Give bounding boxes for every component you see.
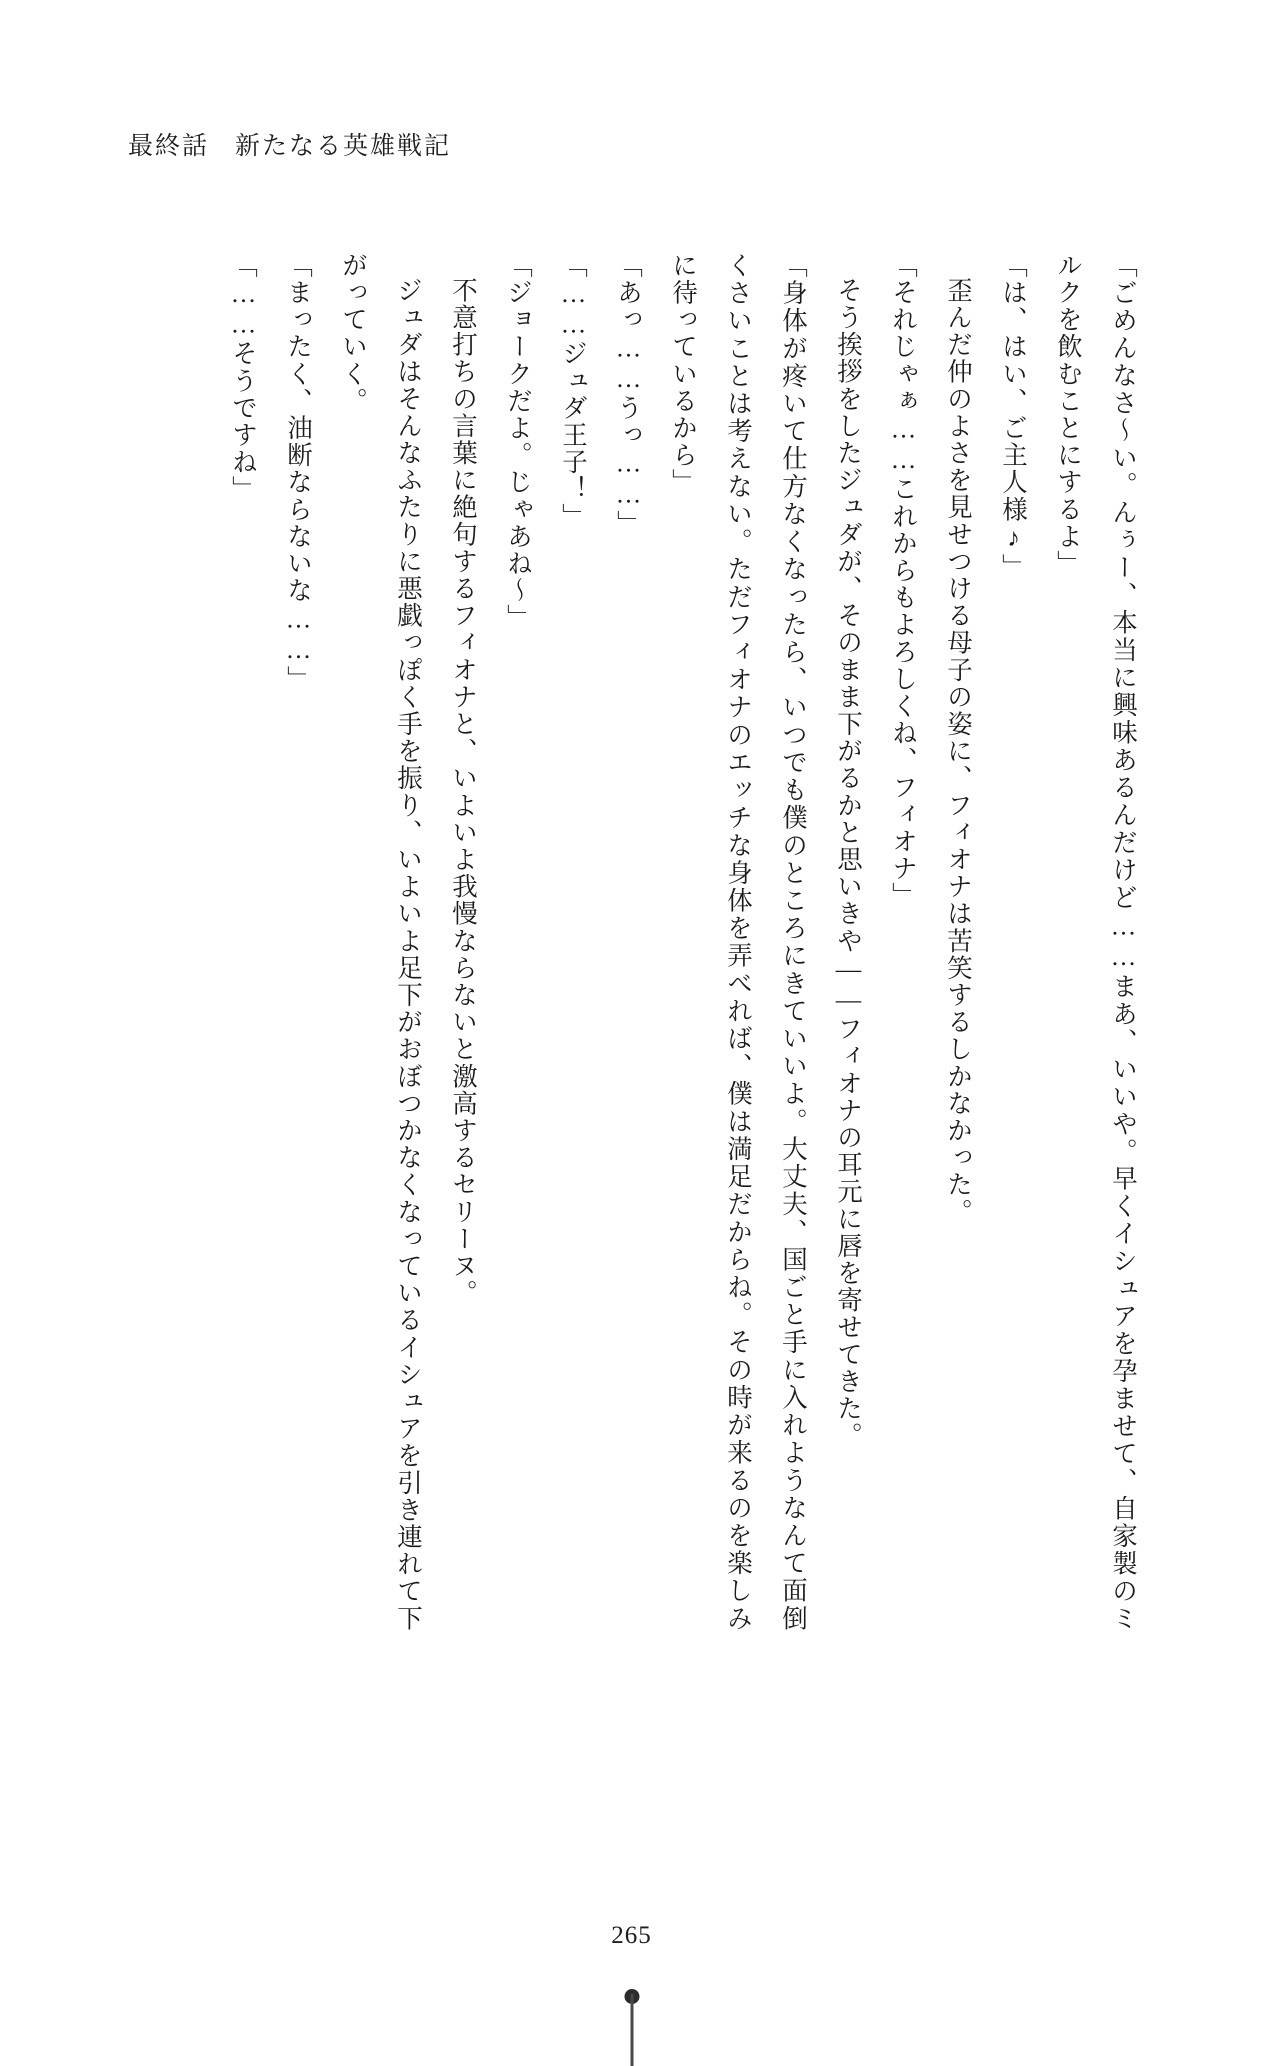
- paragraph: 「ジョークだよ。じゃあね～」: [504, 252, 533, 632]
- paragraph: 「それじゃぁ……これからもよろしくね、フィオナ」: [889, 252, 918, 910]
- paragraph: 「あっ……うっ……」: [614, 252, 643, 537]
- paragraph: ジュダはそんなふたりに悪戯っぽく手を振り、いよいよ足下がおぼつかなくなっているイシュアを引き連れて下がっていく。: [339, 252, 423, 1632]
- text-column: [111, 252, 1151, 1632]
- paragraph: そう挨拶をしたジュダが、そのまま下がるかと思いきや――フィオナの耳元に唇を寄せてきた。: [834, 277, 863, 1450]
- paragraph: 「身体が疼いて仕方なくなったら、いつでも僕のところにきていいよ。大丈夫、国ごと手に入れようなんて面倒くさいことは考えない。ただフィオナのエッチな身体を弄べれば、僕は満足だからね。その時が来るのを楽しみに待っているから」: [669, 252, 808, 1632]
- body-text: [111, 252, 1151, 1632]
- paragraph: 歪んだ仲のよさを見せつける母子の姿に、フィオナは苦笑するしかなかった。: [944, 277, 973, 1226]
- chapter-number: 最終話: [128, 133, 210, 160]
- paragraph: 「……ジュダ王子！」: [559, 252, 588, 530]
- paragraph: 不意打ちの言葉に絶句するフィオナと、いよいよ我慢ならないと激高するセリーヌ。: [449, 277, 478, 1307]
- page-number: 265: [611, 1922, 652, 1949]
- paragraph: 「……そうですね」: [229, 252, 258, 503]
- chapter-title: 新たなる英雄戦記: [235, 133, 452, 160]
- paragraph: 「ごめんなさ～い。んぅー、本当に興味あるんだけど……まあ、いいや。早くイシュアを孕ませて、自家製のミルクを飲むことにするよ」: [1054, 252, 1138, 1632]
- paragraph: 「は、はい、ご主人様♪」: [999, 252, 1028, 581]
- spine-line-decoration: [630, 1994, 633, 2066]
- chapter-header: [128, 126, 451, 162]
- paragraph: 「まったく、油断ならないな……」: [284, 252, 313, 693]
